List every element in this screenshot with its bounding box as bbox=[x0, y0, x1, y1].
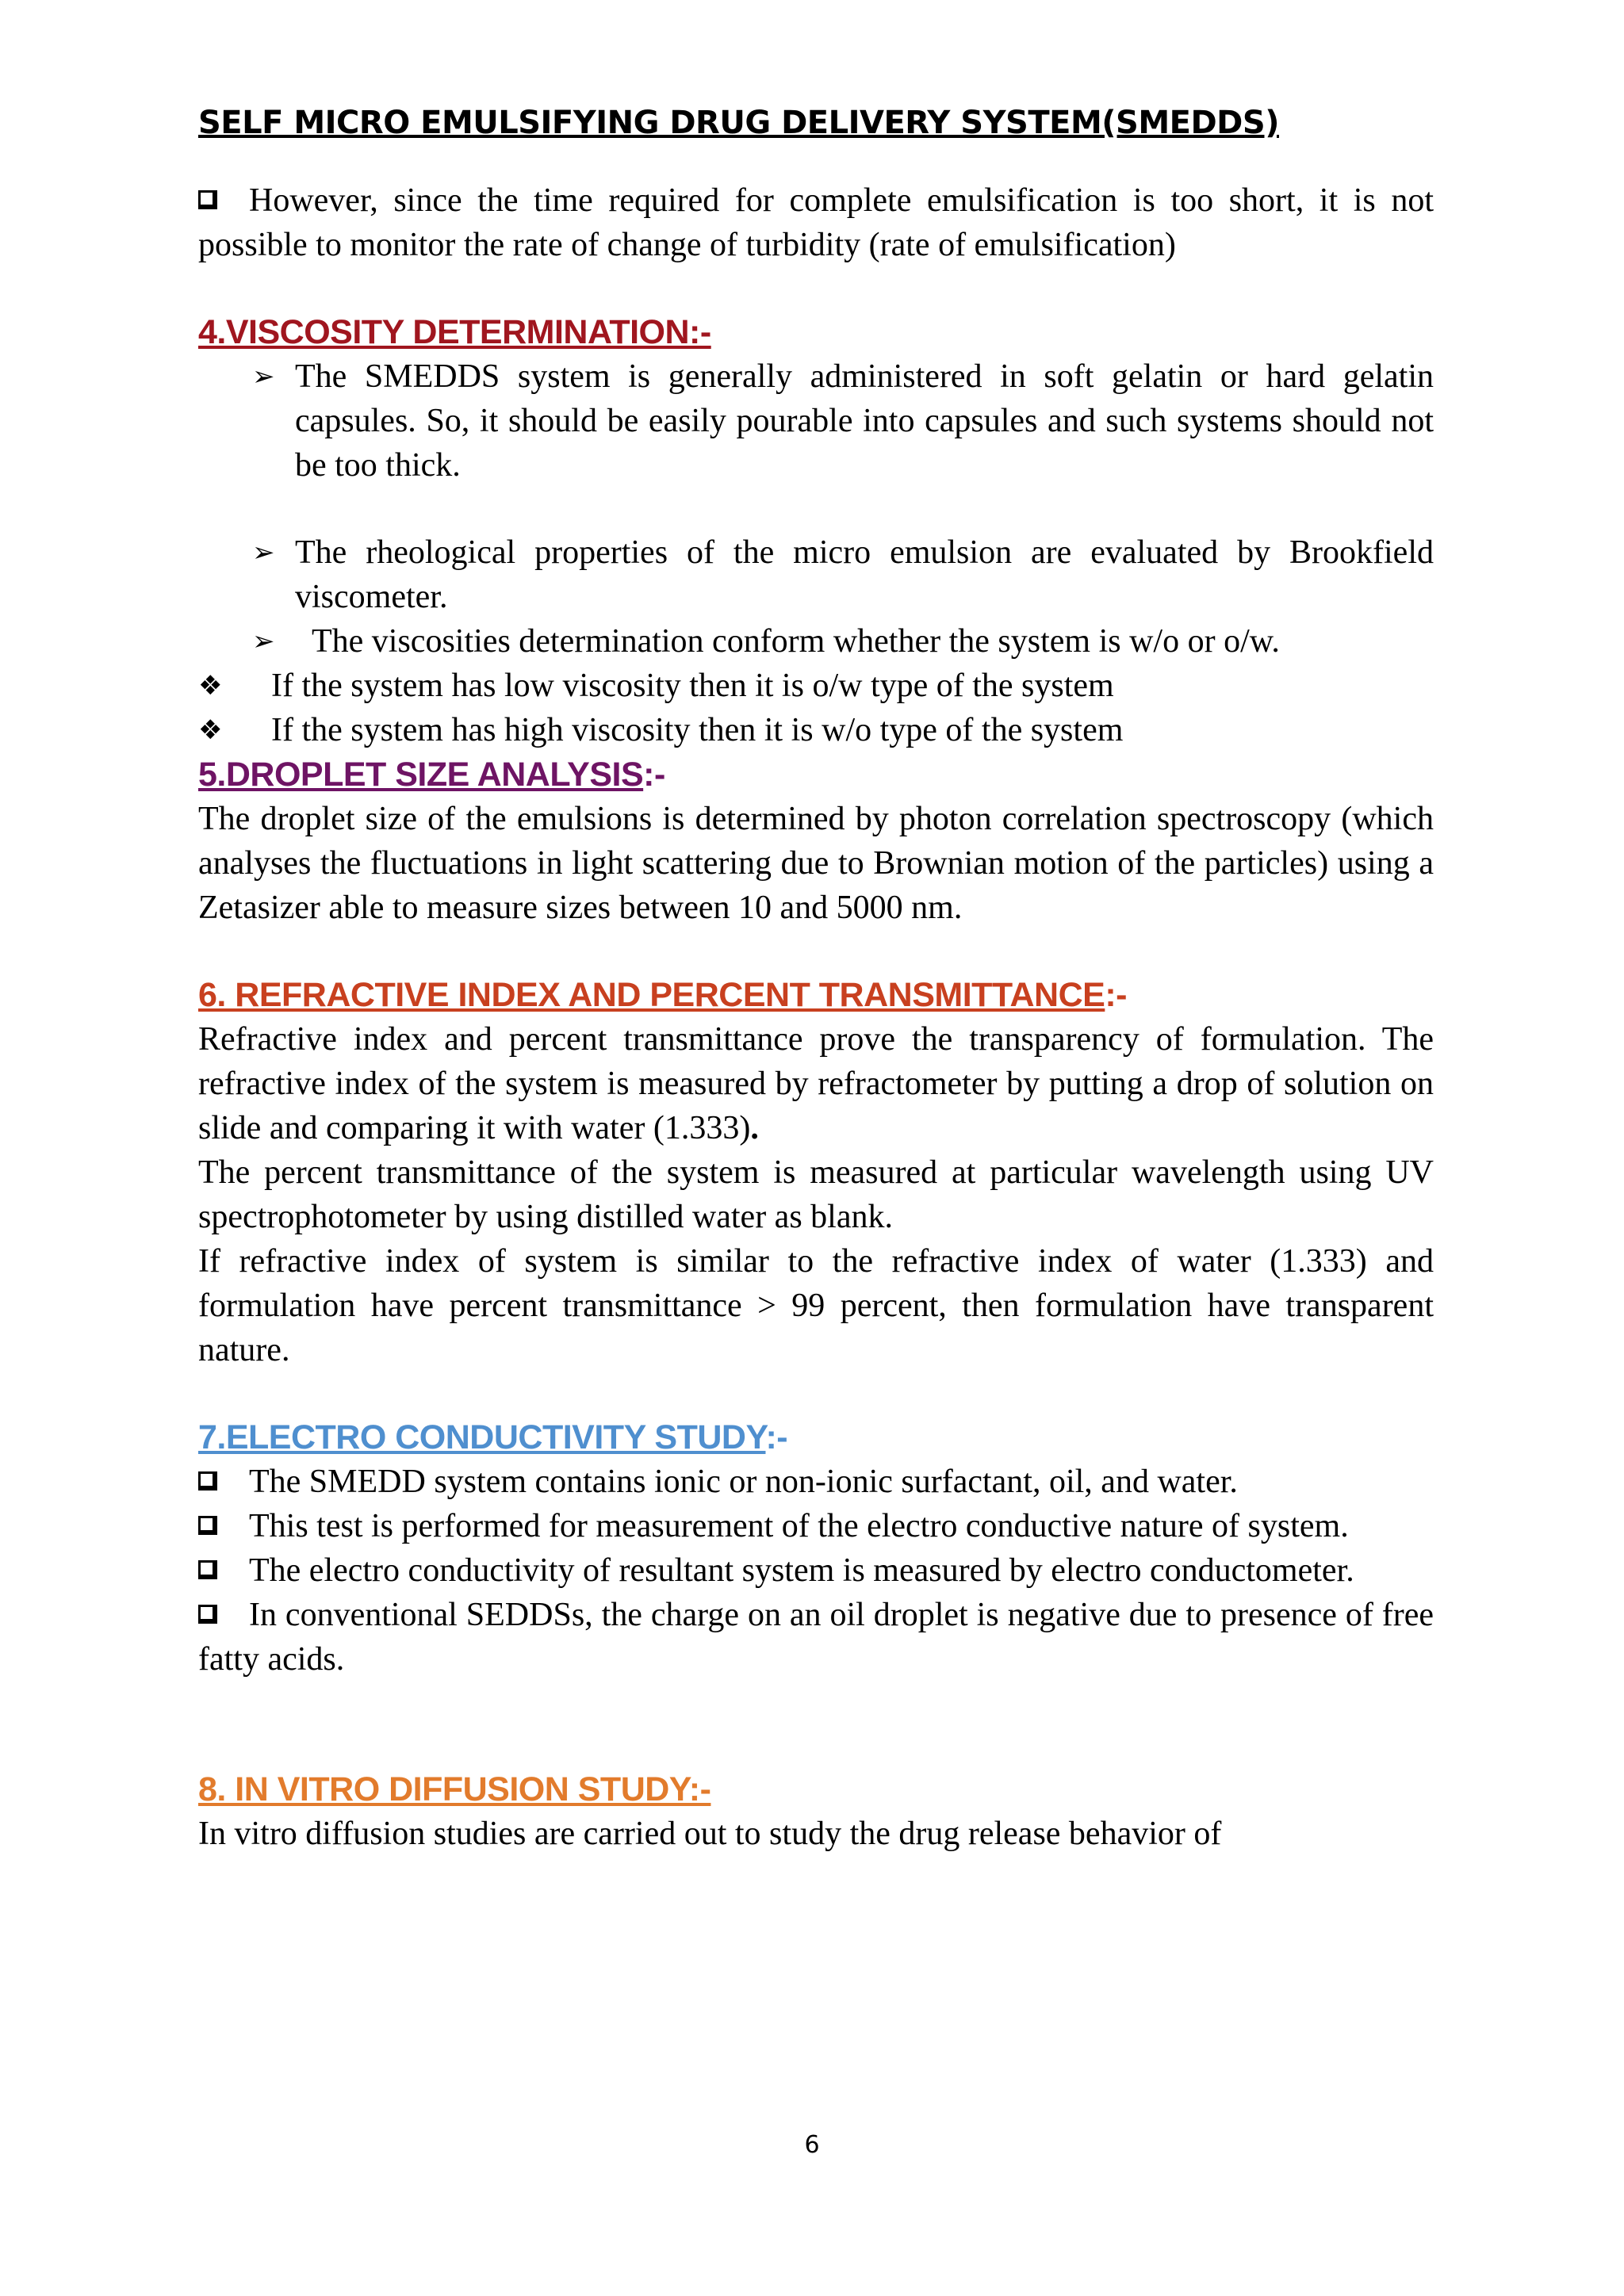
refractive-paragraph-1-text: Refractive index and percent transmittance prove the transparency of formulation. The refractive index of the system is measured by refractometer by putting a drop of solution on slide and comparing it with water (1.333) bbox=[198, 1021, 1434, 1146]
electro-heading-text: 7.ELECTRO CONDUCTIVITY STUDY bbox=[198, 1418, 766, 1456]
refractive-heading-suffix: :- bbox=[1105, 976, 1127, 1014]
electro-heading-suffix: :- bbox=[765, 1418, 788, 1456]
arrow-bullet-icon: ➢ bbox=[252, 361, 275, 392]
refractive-paragraph-1-period: . bbox=[750, 1110, 759, 1146]
list-item bbox=[198, 1548, 1434, 1593]
electro-item-text: This test is performed for measurement of the electro conductive nature of system. bbox=[249, 1508, 1349, 1544]
droplet-heading-suffix: :- bbox=[643, 756, 665, 794]
list-item bbox=[198, 708, 1434, 752]
list-item bbox=[198, 1593, 1434, 1682]
electro-item-text: The SMEDD system contains ionic or non-ionic surfactant, oil, and water. bbox=[249, 1464, 1238, 1500]
square-bullet-icon bbox=[198, 1560, 217, 1579]
viscosity-diamond-text: If the system has low viscosity then it is o/w type of the system bbox=[271, 668, 1114, 704]
droplet-heading-text: 5.DROPLET SIZE ANALYSIS bbox=[198, 756, 644, 794]
refractive-heading bbox=[198, 973, 1434, 1017]
droplet-heading bbox=[198, 752, 1434, 797]
four-diamond-bullet-icon: ❖ bbox=[198, 670, 223, 702]
viscosity-bullet-text: The SMEDDS system is generally administered in soft gelatin or hard gelatin capsules. So, it should be easily pourable into capsules and such systems should not be too thick. bbox=[295, 358, 1434, 484]
page-number: 6 bbox=[804, 2131, 820, 2159]
refractive-paragraph-2: The percent transmittance of the system is measured at particular wavelength using UV spectrophotometer by using distilled water as blank. bbox=[198, 1154, 1434, 1235]
electro-heading bbox=[198, 1415, 1434, 1460]
viscosity-arrow-list bbox=[198, 354, 1434, 664]
diffusion-paragraph: In vitro diffusion studies are carried out to study the drug release behavior of bbox=[198, 1816, 1222, 1852]
diffusion-heading-text: 8. IN VITRO DIFFUSION STUDY:- bbox=[198, 1770, 711, 1808]
page-title: SELF MICRO EMULSIFYING DRUG DELIVERY SYSTEM(SMEDDS) bbox=[198, 105, 1279, 141]
square-bullet-icon bbox=[198, 1471, 217, 1490]
viscosity-heading-text: 4.VISCOSITY DETERMINATION:- bbox=[198, 313, 711, 351]
viscosity-heading bbox=[198, 310, 1434, 354]
viscosity-diamond-text: If the system has high viscosity then it is w/o type of the system bbox=[271, 712, 1124, 748]
refractive-paragraph-3: If refractive index of system is similar to the refractive index of water (1.333) and formulation have percent transmittance > 99 percent, then formulation have transparent nature. bbox=[198, 1243, 1434, 1368]
droplet-paragraph: The droplet size of the emulsions is determined by photon correlation spectroscopy (which analyses the fluctuations in light scattering due to Brownian motion of the particles) using a Zetasizer able to measure sizes between 10 and 5000 nm. bbox=[198, 801, 1434, 926]
list-item bbox=[198, 1504, 1434, 1548]
list-item bbox=[252, 530, 1434, 619]
diffusion-heading bbox=[198, 1767, 1434, 1812]
square-bullet-icon bbox=[198, 1605, 217, 1624]
refractive-heading-text: 6. REFRACTIVE INDEX AND PERCENT TRANSMITTANCE bbox=[198, 976, 1105, 1014]
intro-paragraph bbox=[198, 178, 1434, 267]
square-bullet-icon bbox=[198, 1516, 217, 1535]
square-bullet-icon bbox=[198, 190, 217, 209]
four-diamond-bullet-icon: ❖ bbox=[198, 714, 223, 746]
list-item bbox=[252, 354, 1434, 488]
intro-text: However, since the time required for complete emulsification is too short, it is not possible to monitor the rate of change of turbidity (rate of emulsification) bbox=[198, 182, 1434, 263]
list-item bbox=[198, 1460, 1434, 1504]
viscosity-bullet-text: The rheological properties of the micro emulsion are evaluated by Brookfield viscometer. bbox=[295, 534, 1434, 615]
list-item bbox=[252, 619, 1434, 664]
refractive-paragraph-1 bbox=[198, 1017, 1434, 1150]
electro-item-text: In conventional SEDDSs, the charge on an oil droplet is negative due to presence of free fatty acids. bbox=[198, 1597, 1434, 1678]
list-item bbox=[198, 664, 1434, 708]
viscosity-bullet-text: The viscosities determination conform whether the system is w/o or o/w. bbox=[295, 623, 1280, 660]
electro-item-text: The electro conductivity of resultant system is measured by electro conductometer. bbox=[249, 1552, 1354, 1589]
arrow-bullet-icon: ➢ bbox=[252, 626, 275, 657]
arrow-bullet-icon: ➢ bbox=[252, 537, 275, 568]
